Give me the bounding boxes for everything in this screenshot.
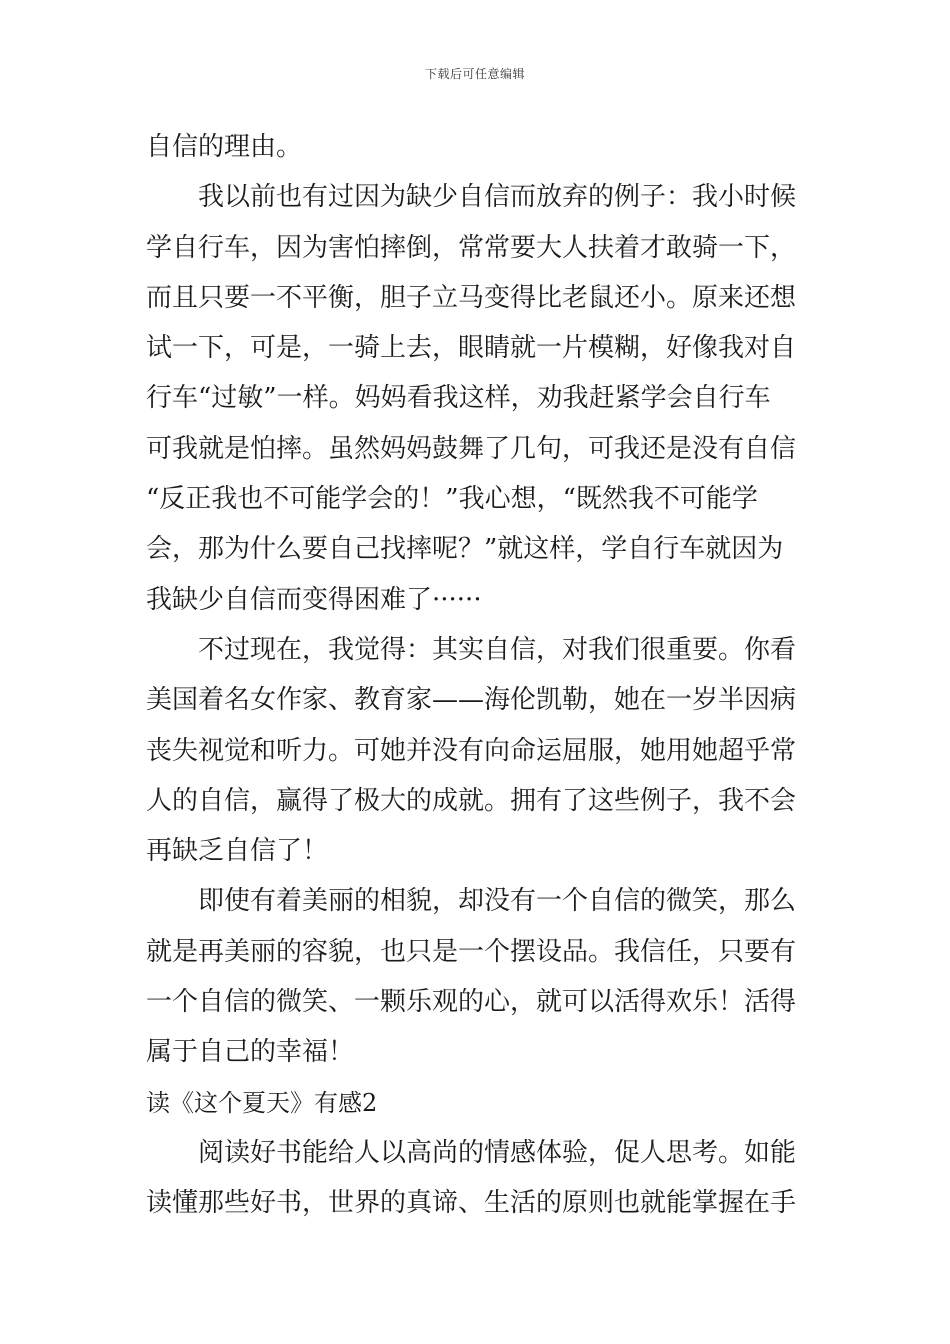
text-line: 自信的理由。 <box>146 132 303 162</box>
section-heading: 读《这个夏天》有感2 <box>146 1088 378 1117</box>
text-line: 丧失视觉和听力。可她并没有向命运屈服，她用她超乎常 <box>146 735 797 766</box>
paragraph-first-line: 不过现在，我觉得：其实自信，对我们很重要。你看 <box>198 634 797 665</box>
text-line: 属于自己的幸福！ <box>146 1037 355 1068</box>
text-line: 读懂那些好书，世界的真谛、生活的原则也就能掌握在手 <box>146 1188 797 1219</box>
text-line: 我缺少自信而变得困难了······ <box>146 584 482 615</box>
text-line: 学自行车，因为害怕摔倒，常常要大人扶着才敢骑一下， <box>146 232 797 263</box>
paragraph-first-line: 即使有着美丽的相貌，却没有一个自信的微笑，那么 <box>198 886 797 917</box>
text-line: 美国着名女作家、教育家——海伦凯勒，她在一岁半因病 <box>146 685 797 716</box>
text-line: 一个自信的微笑、一颗乐观的心，就可以活得欢乐！活得 <box>146 987 797 1018</box>
text-line: 而且只要一不平衡，胆子立马变得比老鼠还小。原来还想 <box>146 282 797 313</box>
page-header: 下载后可任意编辑 <box>424 67 525 81</box>
text-line: 人的自信，赢得了极大的成就。拥有了这些例子，我不会 <box>146 785 797 816</box>
text-line: 可我就是怕摔。虽然妈妈鼓舞了几句，可我还是没有自信 <box>146 433 797 464</box>
paragraph-first-line: 阅读好书能给人以高尚的情感体验，促人思考。如能 <box>198 1137 797 1168</box>
paragraph-first-line: 我以前也有过因为缺少自信而放弃的例子：我小时候 <box>198 182 797 213</box>
text-line: 再缺乏自信了！ <box>146 836 329 867</box>
text-line: 试一下，可是，一骑上去，眼睛就一片模糊，好像我对自 <box>146 333 797 364</box>
text-line: “反正我也不可能学会的！”我心想，“既然我不可能学 <box>146 484 758 515</box>
text-line: 就是再美丽的容貌，也只是一个摆设品。我信任，只要有 <box>146 936 797 967</box>
text-line: 行车“过敏”一样。妈妈看我这样，劝我赶紧学会自行车 <box>146 383 771 414</box>
text-line: 会，那为什么要自己找摔呢？”就这样，学自行车就因为 <box>146 534 784 565</box>
document-body <box>146 122 806 1229</box>
